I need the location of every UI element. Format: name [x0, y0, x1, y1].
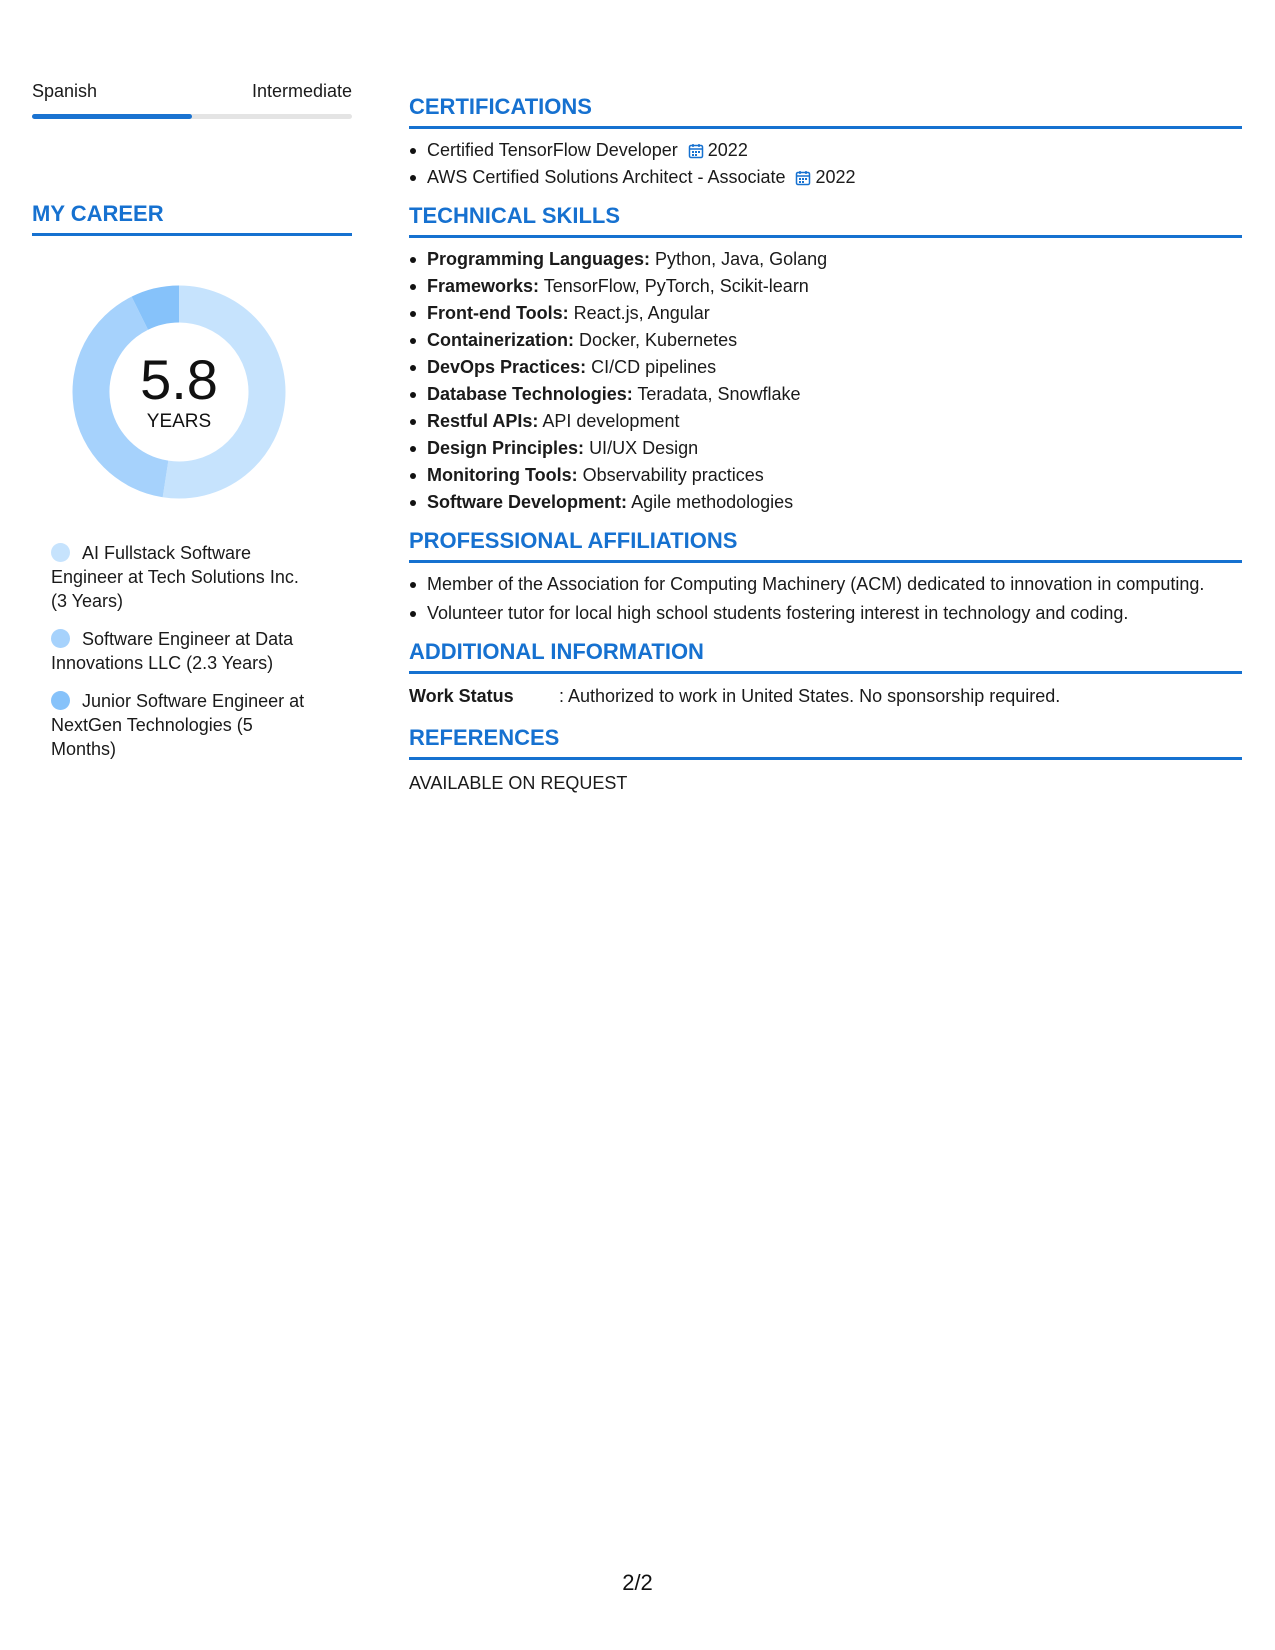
calendar-icon [795, 170, 811, 186]
skill-value: Teradata, Snowflake [637, 384, 801, 404]
skill-key: Programming Languages: [427, 249, 651, 269]
skill-value: Agile methodologies [631, 492, 794, 512]
career-title: MY CAREER [32, 201, 164, 226]
right-column [409, 94, 1242, 794]
certifications-title: CERTIFICATIONS [409, 94, 592, 119]
certification-year: 2022 [707, 140, 748, 160]
legend-label: Software Engineer at Data Innovations LLC (2.3 Years) [51, 629, 294, 673]
career-section [32, 201, 352, 236]
skill-key: Front-end Tools: [427, 303, 569, 323]
skill-key: Design Principles: [427, 438, 585, 458]
section-divider [409, 671, 1242, 674]
skill-value: React.js, Angular [573, 303, 710, 323]
skill-item [409, 381, 1242, 408]
skill-value: Python, Java, Golang [655, 249, 828, 269]
skill-value: TensorFlow, PyTorch, Scikit-learn [543, 276, 809, 296]
section-divider [409, 757, 1242, 760]
legend-label: Junior Software Engineer at NextGen Technologies (5 Months) [51, 691, 305, 759]
affiliation-item: Member of the Association for Computing Machinery (ACM) dedicated to innovation in computing. [409, 571, 1242, 598]
skill-key: Restful APIs: [427, 411, 539, 431]
skill-key: DevOps Practices: [427, 357, 587, 377]
career-total-years: 5.8 [140, 348, 218, 411]
certification-year: 2022 [815, 167, 856, 187]
skill-item [409, 300, 1242, 327]
skill-item [409, 462, 1242, 489]
career-legend [32, 541, 307, 761]
career-total-unit: YEARS [146, 411, 212, 432]
affiliations-title: PROFESSIONAL AFFILIATIONS [409, 528, 738, 553]
certification-item [409, 137, 1242, 164]
legend-dot-icon [51, 629, 70, 648]
page-number: 2/2 [622, 1570, 653, 1595]
additional-section [409, 639, 1242, 707]
section-divider [409, 560, 1242, 563]
section-divider [409, 235, 1242, 238]
skill-key: Database Technologies: [427, 384, 633, 404]
skill-value: CI/CD pipelines [591, 357, 717, 377]
skill-item [409, 435, 1242, 462]
certification-name: AWS Certified Solutions Architect - Associate [427, 167, 786, 187]
legend-item [51, 627, 307, 675]
skill-item [409, 246, 1242, 273]
left-column [32, 80, 352, 775]
certifications-section [409, 94, 1242, 191]
skill-item [409, 327, 1242, 354]
affiliations-section [409, 528, 1242, 627]
skill-item [409, 408, 1242, 435]
skill-key: Software Development: [427, 492, 628, 512]
skill-value: Observability practices [582, 465, 764, 485]
skills-section [409, 203, 1242, 516]
certification-item [409, 164, 1242, 191]
skill-value: UI/UX Design [589, 438, 699, 458]
skill-value: API development [542, 411, 680, 431]
skill-item [409, 489, 1242, 516]
language-proficiency-bar [32, 114, 352, 119]
legend-label: AI Fullstack Software Engineer at Tech Solutions Inc. (3 Years) [51, 543, 299, 611]
section-divider [32, 233, 352, 236]
language-entry [32, 80, 352, 119]
section-divider [409, 126, 1242, 129]
work-status-label: Work Status [409, 686, 514, 706]
skill-value: Docker, Kubernetes [579, 330, 738, 350]
legend-dot-icon [51, 543, 70, 562]
language-level: Intermediate [251, 81, 352, 101]
additional-title: ADDITIONAL INFORMATION [409, 639, 704, 664]
legend-dot-icon [51, 691, 70, 710]
career-donut-chart [66, 279, 292, 505]
skill-key: Containerization: [427, 330, 574, 350]
certification-name: Certified TensorFlow Developer [427, 140, 678, 160]
references-title: REFERENCES [409, 725, 560, 750]
legend-item [51, 689, 307, 761]
skill-key: Monitoring Tools: [427, 465, 578, 485]
references-text: AVAILABLE ON REQUEST [409, 773, 628, 793]
affiliation-item: Volunteer tutor for local high school students fostering interest in technology and coding. [409, 600, 1242, 627]
language-proficiency-fill [32, 114, 192, 119]
calendar-icon [688, 143, 704, 159]
work-status-value: : Authorized to work in United States. No sponsorship required. [559, 686, 1061, 706]
skill-item [409, 354, 1242, 381]
skill-key: Frameworks: [427, 276, 540, 296]
skills-title: TECHNICAL SKILLS [409, 203, 621, 228]
references-section [409, 725, 1242, 794]
legend-item [51, 541, 307, 613]
skill-item [409, 273, 1242, 300]
language-name: Spanish [32, 81, 98, 101]
